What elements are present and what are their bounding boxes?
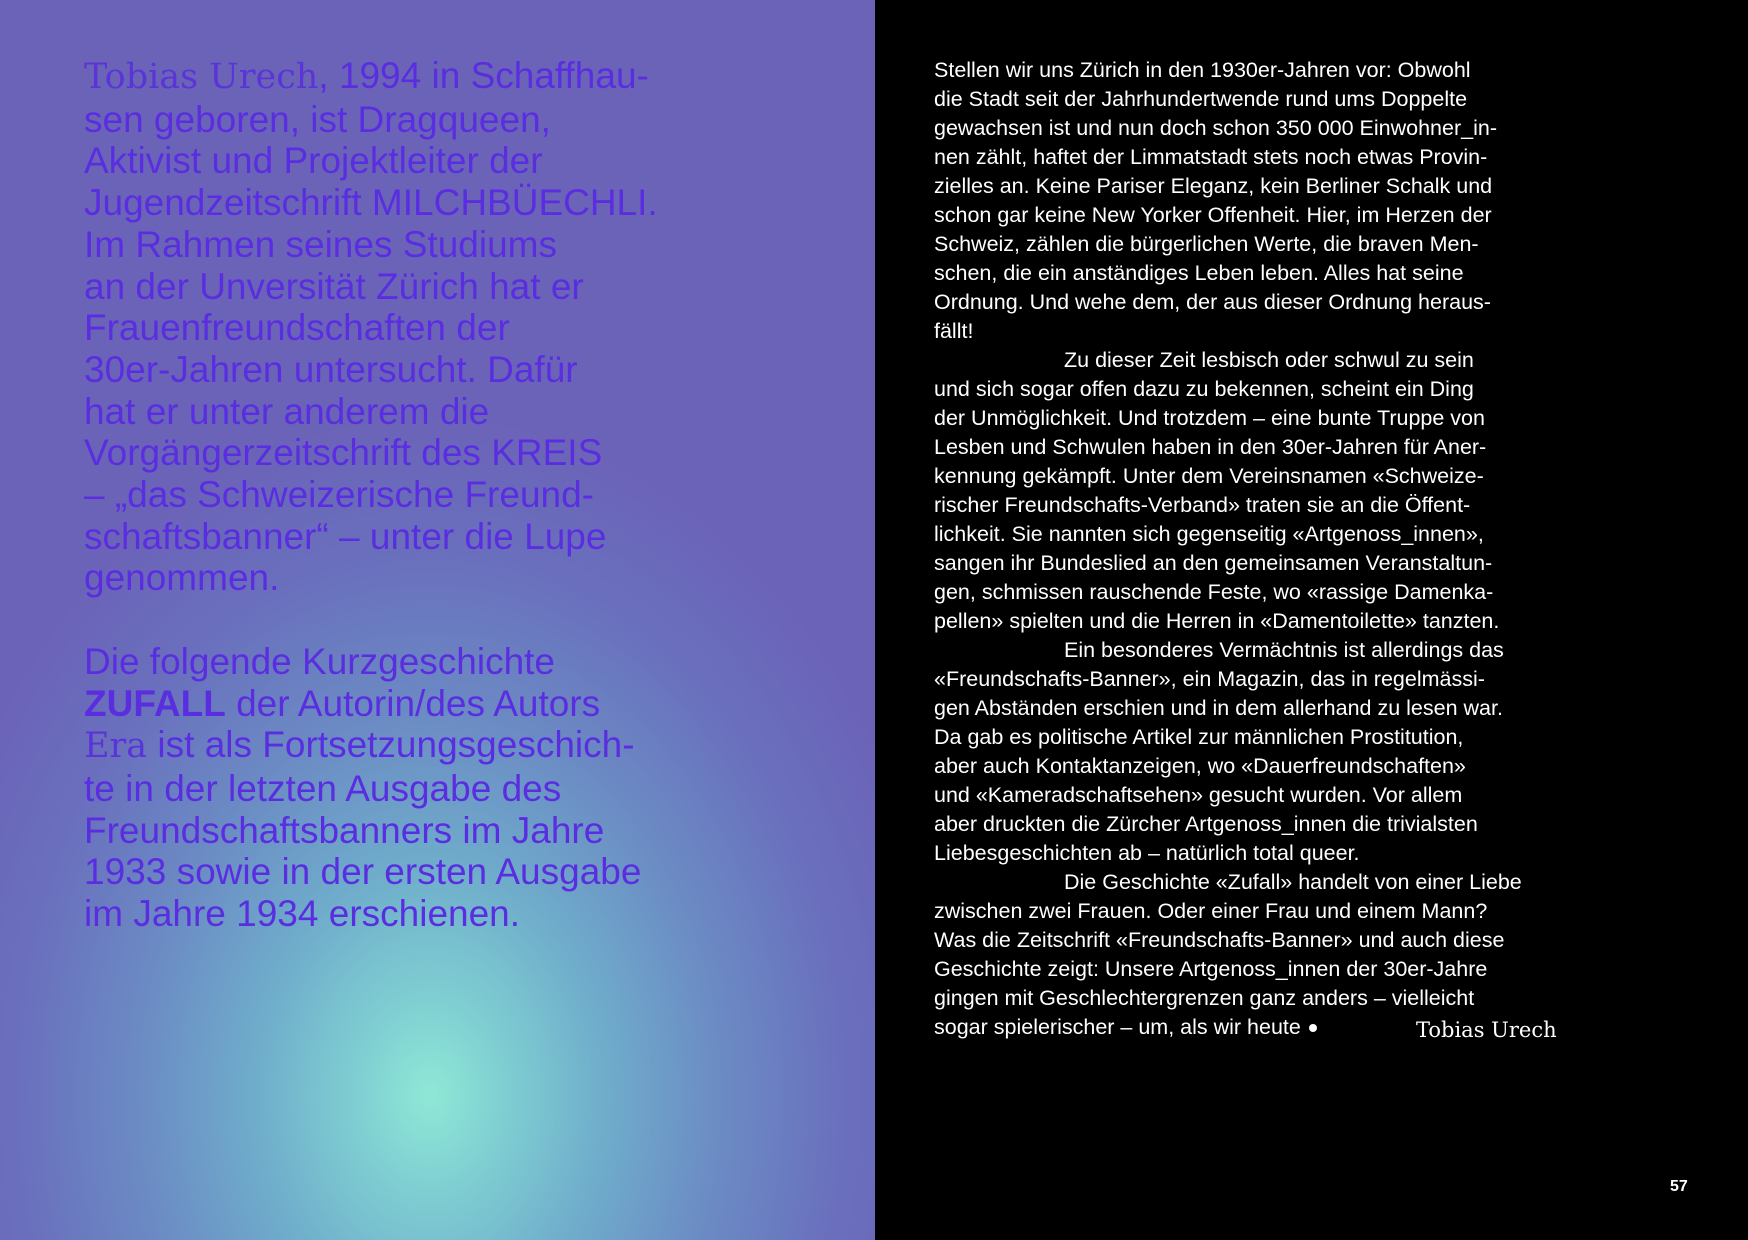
author-bio-name: Tobias Urech [84, 57, 319, 97]
essay-line: gen Abständen erschien und in dem allerhand zu lesen war. [934, 696, 1503, 720]
bio-paragraph [84, 55, 724, 599]
bio-line: – „das Schweizerische Freund- [84, 474, 594, 516]
essay-line: gewachsen ist und nun doch schon 350 000 Einwohner_in- [934, 116, 1497, 140]
essay-line: rischer Freundschafts-Verband» traten sie an die Öffent- [934, 493, 1471, 517]
essay-line: sogar spielerischer – um, als wir heute [934, 1013, 1574, 1042]
essay-line: Stellen wir uns Zürich in den 1930er-Jahren vor: Obwohl [934, 58, 1471, 82]
essay-line: nen zählt, haftet der Limmatstadt stets noch etwas Provin- [934, 145, 1488, 169]
essay-line: schon gar keine New Yorker Offenheit. Hier, im Herzen der [934, 203, 1492, 227]
bio-line: Aktivist und Projektleiter der [84, 140, 543, 182]
essay-line: aber auch Kontaktanzeigen, wo «Dauerfreundschaften» [934, 754, 1466, 778]
page-number: 57 [1670, 1178, 1688, 1195]
essay-line: zwischen zwei Frauen. Oder einer Frau und einem Mann? [934, 899, 1488, 923]
essay-signature: Tobias Urech [1416, 1018, 1557, 1042]
essay-line: Ein besonderes Vermächtnis ist allerdings das [1064, 638, 1504, 662]
essay-line: Da gab es politische Artikel zur männlichen Prostitution, [934, 725, 1464, 749]
essay-line: und «Kameradschaftsehen» gesucht wurden. Vor allem [934, 783, 1463, 807]
story-line: Die folgende Kurzgeschichte [84, 640, 556, 682]
bio-line: schaftsbanner“ – unter die Lupe [84, 515, 607, 557]
bio-line: sen geboren, ist Dragqueen, [84, 98, 551, 140]
essay-line: Liebesgeschichten ab – natürlich total queer. [934, 841, 1360, 865]
essay-line: Schweiz, zählen die bürgerlichen Werte, die braven Men- [934, 232, 1479, 256]
end-bullet-icon [1309, 1024, 1317, 1032]
essay-line: und sich sogar offen dazu zu bekennen, scheint ein Ding [934, 377, 1474, 401]
essay-line: die Stadt seit der Jahrhundertwende rund ums Doppelte [934, 87, 1468, 111]
essay-line: Die Geschichte «Zufall» handelt von einer Liebe [1064, 870, 1522, 894]
essay-line: zielles an. Keine Pariser Eleganz, kein Berliner Schalk und [934, 174, 1493, 198]
story-intro-paragraph [84, 641, 724, 935]
bio-line: genommen. [84, 557, 280, 599]
essay-line: lichkeit. Sie nannten sich gegenseitig «Artgenoss_innen», [934, 522, 1484, 546]
bio-line: 30er-Jahren untersucht. Dafür [84, 348, 578, 390]
story-line: ZUFALL der Autorin/des Autors [84, 682, 601, 724]
essay-paragraph-2 [934, 346, 1574, 636]
essay-line: Ordnung. Und wehe dem, der aus dieser Ordnung heraus- [934, 290, 1491, 314]
story-line: im Jahre 1934 erschienen. [84, 893, 521, 935]
essay-line: Geschichte zeigt: Unsere Artgenoss_innen der 30er-Jahre [934, 957, 1488, 981]
bio-line: hat er unter anderem die [84, 390, 490, 432]
story-author-name: Era [84, 726, 148, 767]
essay-line: kennung gekämpft. Unter dem Vereinsnamen «Schweize- [934, 464, 1484, 488]
essay-line: Zu dieser Zeit lesbisch oder schwul zu sein [1064, 348, 1474, 372]
bio-line: Vorgängerzeitschrift des KREIS [84, 432, 603, 474]
essay-line: Was die Zeitschrift «Freundschafts-Banner» und auch diese [934, 928, 1505, 952]
essay-line: gen, schmissen rauschende Feste, wo «rassige Damenka- [934, 580, 1494, 604]
essay-text [934, 56, 1574, 1042]
bio-line: Jugendzeitschrift MILCHBÜECHLI. [84, 182, 658, 224]
essay-paragraph-1 [934, 56, 1574, 346]
story-title: ZUFALL [84, 682, 226, 724]
essay-line: pellen» spielten und die Herren in «Damentoilette» tanzten. [934, 609, 1500, 633]
essay-line: Lesben und Schwulen haben in den 30er-Jahren für Aner- [934, 435, 1487, 459]
essay-line: aber druckten die Zürcher Artgenoss_innen die trivialsten [934, 812, 1478, 836]
essay-line: schen, die ein anständiges Leben leben. Alles hat seine [934, 261, 1464, 285]
essay-line: «Freundschafts-Banner», ein Magazin, das in regelmässi- [934, 667, 1485, 691]
bio-line: Frauenfreundschaften der [84, 307, 510, 349]
bio-line: Im Rahmen seines Studiums [84, 223, 557, 265]
story-line: te in der letzten Ausgabe des [84, 767, 562, 809]
essay-paragraph-3 [934, 636, 1574, 868]
essay-line: fällt! [934, 319, 974, 343]
left-page-text [84, 55, 724, 935]
essay-line: gingen mit Geschlechtergrenzen ganz anders – vielleicht [934, 986, 1475, 1010]
story-line: Freundschaftsbanners im Jahre [84, 809, 605, 851]
bio-line: Tobias Urech, 1994 in Schaffhau- [84, 55, 649, 97]
essay-line: der Unmöglichkeit. Und trotzdem – eine bunte Truppe von [934, 406, 1485, 430]
bio-line: an der Unversität Zürich hat er [84, 265, 584, 307]
essay-line: sangen ihr Bundeslied an den gemeinsamen Veranstaltun- [934, 551, 1493, 575]
story-line: 1933 sowie in der ersten Ausgabe [84, 851, 642, 893]
story-line: Era ist als Fortsetzungsgeschich- [84, 724, 635, 767]
